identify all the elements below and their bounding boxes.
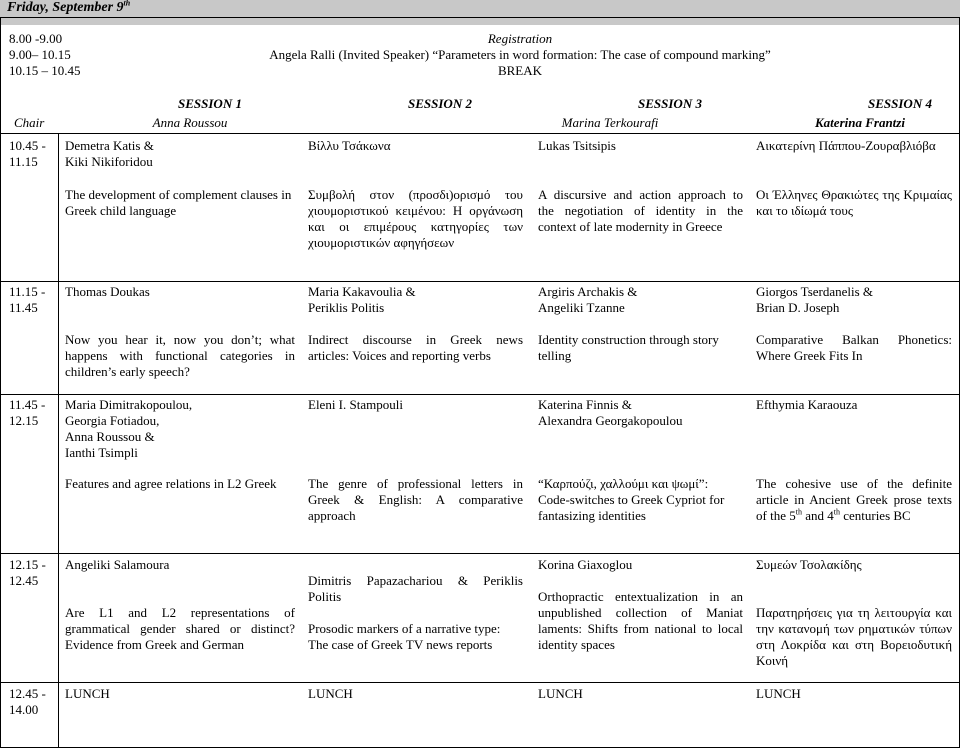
rule (0, 682, 960, 683)
slot-3-s1-authors: Maria Dimitrakopoulou, Georgia Fotiadou, Anna Roussou & Ianthi Tsimpli (65, 397, 193, 460)
chair-label: Chair (14, 115, 45, 130)
chair-session-1: Anna Roussou (152, 115, 228, 130)
slot-4-time: 12.15 - 12.45 (9, 557, 46, 588)
slot-2-s2-authors: Maria Kakavoulia & Periklis Politis (308, 284, 416, 315)
session-3-heading: SESSION 3 (638, 96, 702, 111)
registration-label: Registration (487, 31, 553, 46)
slot-3-s4-authors: Efthymia Karaouza (756, 397, 858, 412)
slot-3-s2-title: The genre of professional letters in Greek & English: A comparative approach (308, 476, 523, 523)
rule (0, 747, 960, 748)
slot-4-s3-authors: Korina Giaxoglou (538, 557, 633, 572)
slot-2-s3-authors: Argiris Archakis & Angeliki Tzanne (538, 284, 638, 315)
slot-3-s1-title: Features and agree relations in L2 Greek (65, 476, 277, 491)
slot-2-s4-title: Comparative Balkan Phonetics: Where Greek Fits In (756, 332, 952, 363)
slot-1-s3-title: A discursive and action approach to the negotiation of identity in the context of late modernity in Greece (538, 187, 743, 234)
slot-1-time: 10.45 - 11.15 (9, 138, 46, 169)
session-4-heading: SESSION 4 (868, 96, 932, 111)
day-header (0, 0, 960, 25)
chair-session-4: Katerina Frantzi (815, 115, 905, 130)
rule (0, 553, 960, 554)
session-2-heading: SESSION 2 (408, 96, 472, 111)
lunch-s2: LUNCH (308, 686, 353, 701)
slot-1-s2-title: Συμβολή στον (προσδι)ορισμό του χιουμοριστικού κειμένου: Η οργάνωση και οι επιμέρους κατηγορίες των χιουμοριστικών αφηγήσεων (308, 187, 523, 250)
slot-2-s4-authors: Giorgos Tserdanelis & Brian D. Joseph (756, 284, 874, 315)
slot-1-s4-title: Οι Έλληνες Θρακιώτες της Κριμαίας και το ιδίωμά τους (756, 187, 952, 218)
slot-4-s3-title: Orthopractic entextualization in an unpublished collection of Maniat laments: Shifts from national to local identity spaces (538, 589, 743, 652)
rule (0, 17, 960, 18)
slot-3-s2-authors: Eleni I. Stampouli (308, 397, 403, 412)
day-title: Friday, September 9th (7, 0, 131, 15)
session-1-heading: SESSION 1 (178, 96, 242, 111)
slot-1-s3-authors: Lukas Tsitsipis (538, 138, 616, 153)
slot-2-s3-title: Identity construction through story telling (538, 332, 719, 363)
slot-1-s1-authors: Demetra Katis & Kiki Nikiforidou (65, 138, 154, 169)
slot-1-s4-authors: Αικατερίνη Πάππου-Ζουραβλιόβα (756, 138, 936, 153)
rule (0, 281, 960, 282)
slot-4-s2-authors: Dimitris Papazachariou & Periklis Politis (308, 573, 523, 604)
slot-4-s1-title: Are L1 and L2 representations of grammatical gender shared or distinct? Evidence from Greek and German (65, 605, 295, 652)
time-keynote: 9.00– 10.15 (9, 47, 71, 62)
slot-3-s3-authors: Katerina Finnis & Alexandra Georgakopoulou (538, 397, 683, 428)
slot-4-s1-authors: Angeliki Salamoura (65, 557, 170, 572)
slot-2-s1-authors: Thomas Doukas (65, 284, 150, 299)
lunch-s3: LUNCH (538, 686, 583, 701)
rule (0, 394, 960, 395)
slot-3-s3-title: “Καρπούζι, χαλλούμι και ψωμί”: Code-switches to Greek Cypriot for fantasizing identities (538, 476, 725, 523)
lunch-s1: LUNCH (65, 686, 110, 701)
slot-2-s2-title: Indirect discourse in Greek news articles: Voices and reporting verbs (308, 332, 523, 363)
break-label: BREAK (497, 63, 543, 78)
lunch-s4: LUNCH (756, 686, 801, 701)
rule (0, 133, 960, 134)
slot-5-time: 12.45 - 14.00 (9, 686, 46, 717)
slot-1-s1-title: The development of complement clauses in Greek child language (65, 187, 292, 218)
slot-3-time: 11.45 - 12.15 (9, 397, 46, 428)
slot-1-s2-authors: Βίλλυ Τσάκωνα (308, 138, 391, 153)
time-break: 10.15 – 10.45 (9, 63, 81, 78)
keynote-label: Angela Ralli (Invited Speaker) “Parameters in word formation: The case of compound marking” (269, 47, 771, 62)
rule (0, 17, 1, 747)
rule (58, 133, 59, 747)
slot-4-s4-authors: Συμεών Τσολακίδης (756, 557, 862, 572)
slot-4-s4-title: Παρατηρήσεις για τη λειτουργία και την κατανομή των ρηματικών τύπων στη Λοκρίδα και στη Βορειοδυτική Κοινή (756, 605, 952, 668)
time-registration: 8.00 -9.00 (9, 31, 63, 46)
slot-3-s4-title: The cohesive use of the definite article in Ancient Greek prose texts of the 5th and 4th centuries BC (756, 476, 952, 523)
slot-2-time: 11.15 - 11.45 (9, 284, 46, 315)
slot-4-s2-title: Prosodic markers of a narrative type: The case of Greek TV news reports (308, 621, 501, 652)
chair-session-3: Marina Terkourafi (561, 115, 659, 130)
slot-2-s1-title: Now you hear it, now you don’t; what happens with functional categories in children’s early speech? (65, 332, 295, 379)
